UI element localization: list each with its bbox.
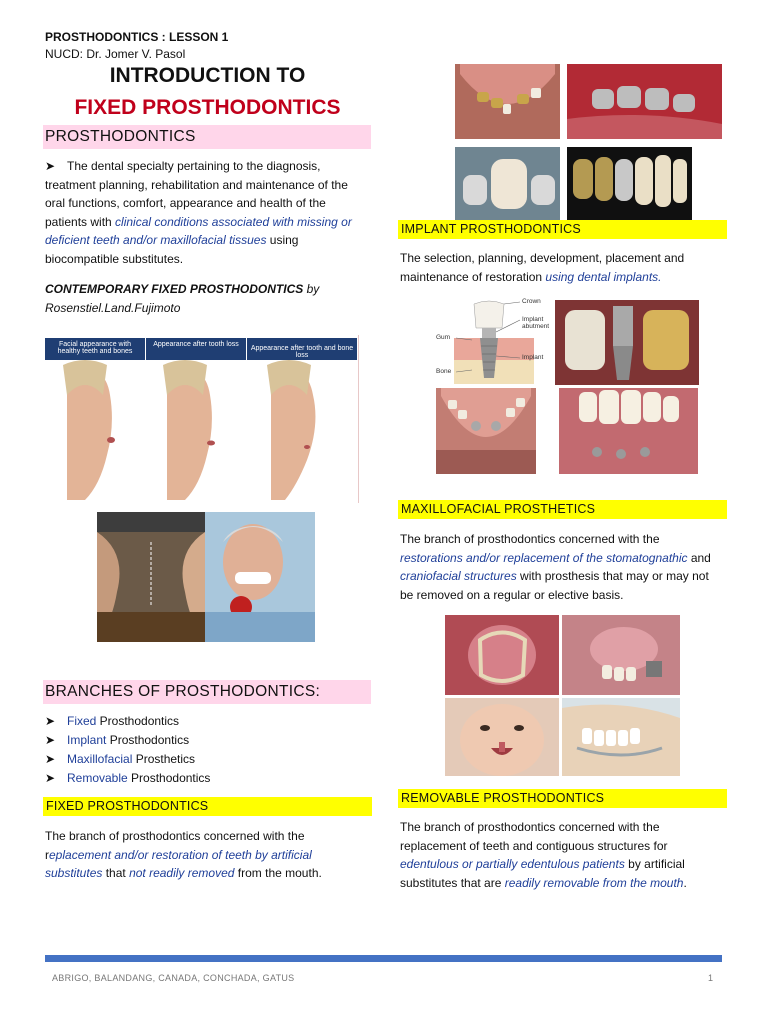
arrow-bullet-icon: ➤ [45, 771, 56, 785]
facial-appearance-figure: Facial appearance with healthy teeth and bones Appearance after tooth loss Appearance after tooth and bone loss [45, 335, 359, 503]
section-heading-maxillofacial: MAXILLOFACIAL PROSTHETICS [398, 500, 727, 519]
page-title-line1: INTRODUCTION TO [109, 64, 306, 87]
implant-crown-photo [555, 300, 699, 385]
implant-diagram: Crown Implant abutment Gum Implant Bone [434, 298, 552, 384]
page-title-line2: FIXED PROSTHODONTICS [74, 96, 341, 119]
book-reference: CONTEMPORARY FIXED PROSTHODONTICS by Rosenstiel.Land.Fujimoto [45, 282, 320, 315]
arrow-bullet-icon: ➤ [45, 733, 56, 747]
footer-authors: ABRIGO, BALANDANG, CANADA, CONCHADA, GATUS [52, 973, 295, 983]
fixed-definition: The branch of prosthodontics concerned with the replacement and/or restoration of teeth by artificial substitutes that not readily removed from the mouth. [45, 829, 322, 881]
arrow-bullet-icon: ➤ [45, 714, 56, 728]
jaw-prosthesis-xray [562, 698, 680, 776]
arrow-bullet-icon: ➤ [45, 159, 56, 173]
section-heading-fixed: FIXED PROSTHODONTICS [43, 797, 372, 816]
footer-rule [45, 955, 722, 962]
lesson-label: PROSTHODONTICS : LESSON 1 [45, 30, 229, 44]
cleft-palate-infant-photo [445, 698, 559, 776]
section-heading-implant: IMPLANT PROSTHODONTICS [398, 220, 727, 239]
section-heading-removable: REMOVABLE PROSTHODONTICS [398, 789, 727, 808]
section-heading-prosthodontics: PROSTHODONTICS [43, 125, 371, 149]
aging-faces-illustration [45, 335, 358, 503]
fixed-bridge-photo-1 [455, 64, 560, 139]
list-item: ➤ Fixed Prosthodontics [45, 712, 365, 731]
list-item: ➤ Maxillofacial Prosthetics [45, 750, 365, 769]
page-number: 1 [708, 973, 714, 983]
arrow-bullet-icon: ➤ [45, 752, 56, 766]
crown-model-photo [455, 147, 560, 220]
fixed-bridge-photo-2 [567, 64, 722, 139]
section-heading-branches: BRANCHES OF PROSTHODONTICS: [43, 680, 371, 704]
obturator-photo-2 [562, 615, 680, 695]
prosthodontics-definition: ➤ The dental specialty pertaining to the diagnosis, treatment planning, rehabilitation and maintenance of the oral functions, comfort, appearance and health of the patients with clinical conditions associated with missing or deficient teeth and/or maxillofacial tissues using biocompatible substitutes. [45, 159, 352, 266]
facial-contour-denture-photo [97, 512, 205, 642]
instructor-label: NUCD: Dr. Jomer V. Pasol [45, 47, 186, 61]
removable-definition: The branch of prosthodontics concerned with the replacement of teeth and contiguous structures for edentulous or partially edentulous patients by artificial substitutes that are readily removable from the mouth. [400, 820, 687, 890]
list-item: ➤ Removable Prosthodontics [45, 769, 365, 788]
implant-bridge-photo [559, 388, 698, 474]
obturator-photo-1 [445, 615, 559, 695]
maxillofacial-definition: The branch of prosthodontics concerned with the restorations and/or replacement of the stomatognathic and craniofacial structures with prosthesis that may or may not be removed on a regular or elective basis. [400, 532, 711, 602]
healing-abutments-photo [436, 388, 536, 474]
crowns-display-photo [567, 147, 692, 220]
implant-definition: The selection, planning, development, placement and maintenance of restoration using dental implants. [400, 251, 685, 284]
branches-list [45, 712, 365, 788]
smiling-man-apple-photo [205, 512, 315, 642]
list-item: ➤ Implant Prosthodontics [45, 731, 365, 750]
